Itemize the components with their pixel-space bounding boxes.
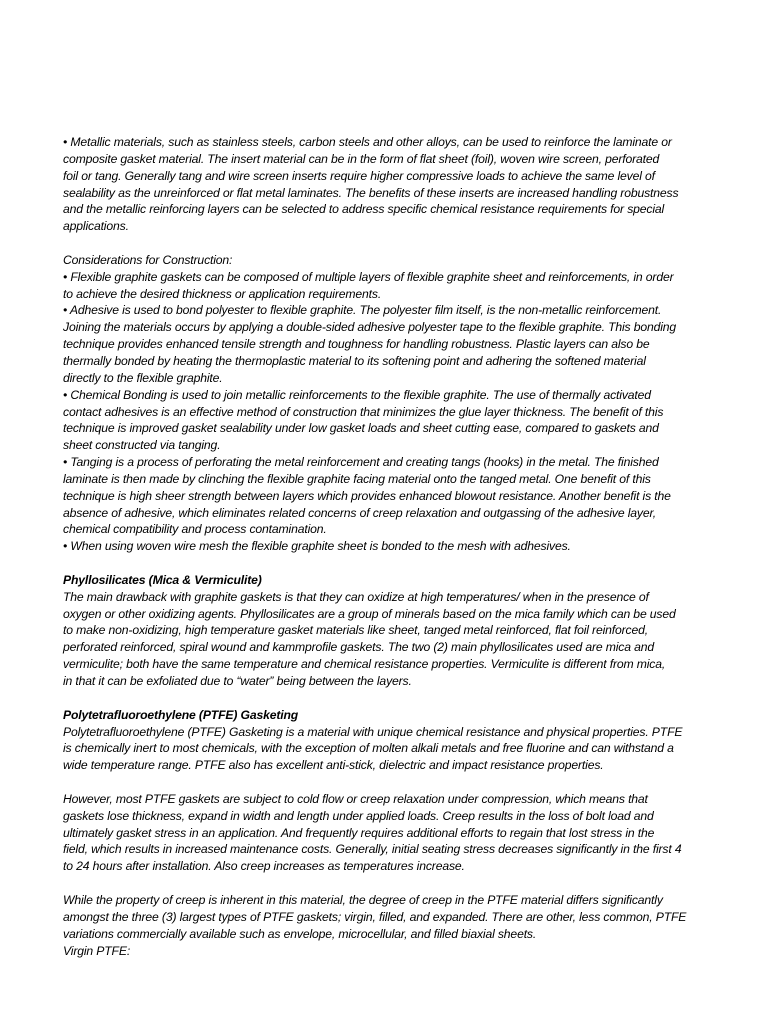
- section-ptfe: [63, 707, 723, 774]
- text-line: to 24 hours after installation. Also creep increases as temperatures increase.: [63, 859, 465, 874]
- text-line: thermally bonded by heating the thermoplastic material to its softening point and adhering the softened material: [63, 353, 646, 368]
- text-line: gaskets lose thickness, expand in width and length under applied loads. Creep results in the loss of bolt load and: [63, 808, 654, 823]
- paragraph-spacer: [63, 555, 723, 572]
- text-line: oxygen or other oxidizing agents. Phyllosilicates are a group of minerals based on the mica family which can be used: [63, 606, 676, 621]
- text-line: amongst the three (3) largest types of PTFE gaskets; virgin, filled, and expanded. There are other, less common, PTFE: [63, 909, 687, 924]
- virgin-ptfe-label: Virgin PTFE:: [63, 943, 131, 958]
- text-line: Polytetrafluoroethylene (PTFE) Gasketing is a material with unique chemical resistance and physical properties. PTFE: [63, 724, 683, 739]
- text-line: • Tanging is a process of perforating the metal reinforcement and creating tangs (hooks) in the metal. The finished: [63, 455, 659, 470]
- section-phyllosilicates: [63, 572, 723, 690]
- text-line: composite gasket material. The insert material can be in the form of flat sheet (foil), woven wire screen, perforated: [63, 151, 660, 166]
- text-line: absence of adhesive, which eliminates related concerns of creep relaxation and outgassing of the adhesive layer,: [63, 505, 656, 520]
- construction-heading: Considerations for Construction:: [63, 252, 233, 267]
- text-line: • When using woven wire mesh the flexible graphite sheet is bonded to the mesh with adhesives.: [63, 539, 571, 554]
- text-line: technique provides enhanced tensile strength and toughness for handling robustness. Plastic layers can also be: [63, 337, 650, 352]
- text-line: laminate is then made by clinching the flexible graphite facing material onto the tanged metal. One benefit of this: [63, 471, 651, 486]
- text-line: • Chemical Bonding is used to join metallic reinforcements to the flexible graphite. The use of thermally activated: [63, 387, 651, 402]
- paragraph-spacer: [63, 774, 723, 791]
- text-line: sealability as the unreinforced or flat metal laminates. The benefits of these inserts are increased handling robustness: [63, 185, 679, 200]
- text-line: to make non-oxidizing, high temperature gasket materials like sheet, tanged metal reinforced, flat foil reinforced,: [63, 623, 648, 638]
- text-line: • Flexible graphite gaskets can be composed of multiple layers of flexible graphite sheet and reinforcements, in order: [63, 269, 674, 284]
- document-body: [63, 134, 723, 959]
- text-line: The main drawback with graphite gaskets is that they can oxidize at high temperatures/ when in the presence of: [63, 589, 649, 604]
- text-line: foil or tang. Generally tang and wire screen inserts require higher compressive loads to achieve the same level of: [63, 168, 655, 183]
- text-line: to achieve the desired thickness or application requirements.: [63, 286, 382, 301]
- text-line: applications.: [63, 219, 129, 234]
- text-line: chemical compatibility and process contamination.: [63, 522, 327, 537]
- text-line: contact adhesives is an effective method of construction that minimizes the glue layer thickness. The benefit of this: [63, 404, 664, 419]
- paragraph-spacer: [63, 690, 723, 707]
- text-line: is chemically inert to most chemicals, with the exception of molten alkali metals and free fluorine and can withstand a: [63, 741, 674, 756]
- text-line: variations commercially available such as envelope, microcellular, and filled biaxial sheets.: [63, 926, 537, 941]
- paragraph-spacer: [63, 235, 723, 252]
- text-line: wide temperature range. PTFE also has excellent anti-stick, dielectric and impact resistance properties.: [63, 758, 604, 773]
- text-line: and the metallic reinforcing layers can be selected to address specific chemical resistance requirements for special: [63, 202, 665, 217]
- paragraph-creep: [63, 791, 723, 875]
- paragraph-ptfe-types: [63, 892, 723, 959]
- phyllosilicates-heading: Phyllosilicates (Mica & Vermiculite): [63, 572, 262, 587]
- paragraph-spacer: [63, 875, 723, 892]
- text-line: perforated reinforced, spiral wound and kammprofile gaskets. The two (2) main phyllosilicates used are mica and: [63, 640, 654, 655]
- paragraph-metallic-materials: [63, 134, 723, 235]
- text-line: vermiculite; both have the same temperature and chemical resistance properties. Vermiculite is different from mica,: [63, 657, 666, 672]
- text-line: While the property of creep is inherent in this material, the degree of creep in the PTFE material differs significantly: [63, 892, 663, 907]
- text-line: in that it can be exfoliated due to “water” being between the layers.: [63, 674, 412, 688]
- paragraph-construction-considerations: [63, 252, 723, 555]
- text-line: technique is high sheer strength between layers which provides enhanced blowout resistance. Another benefit is the: [63, 488, 671, 503]
- text-line: • Metallic materials, such as stainless steels, carbon steels and other alloys, can be used to reinforce the laminate or: [63, 135, 672, 149]
- text-line: technique is improved gasket sealability under low gasket loads and sheet cutting ease, compared to gaskets and: [63, 421, 659, 436]
- text-line: ultimately gasket stress in an application. And frequently requires additional efforts to regain that lost stress in the: [63, 825, 655, 840]
- text-line: However, most PTFE gaskets are subject to cold flow or creep relaxation under compression, which means that: [63, 791, 648, 806]
- text-line: sheet constructed via tanging.: [63, 438, 221, 453]
- text-line: directly to the flexible graphite.: [63, 370, 223, 385]
- ptfe-heading: Polytetrafluoroethylene (PTFE) Gasketing: [63, 707, 299, 722]
- text-line: field, which results in increased maintenance costs. Generally, initial seating stress decreases significantly in the first 4: [63, 842, 682, 857]
- text-line: • Adhesive is used to bond polyester to flexible graphite. The polyester film itself, is the non-metallic reinforcement.: [63, 303, 662, 318]
- text-line: Joining the materials occurs by applying a double-sided adhesive polyester tape to the flexible graphite. This bonding: [63, 320, 677, 335]
